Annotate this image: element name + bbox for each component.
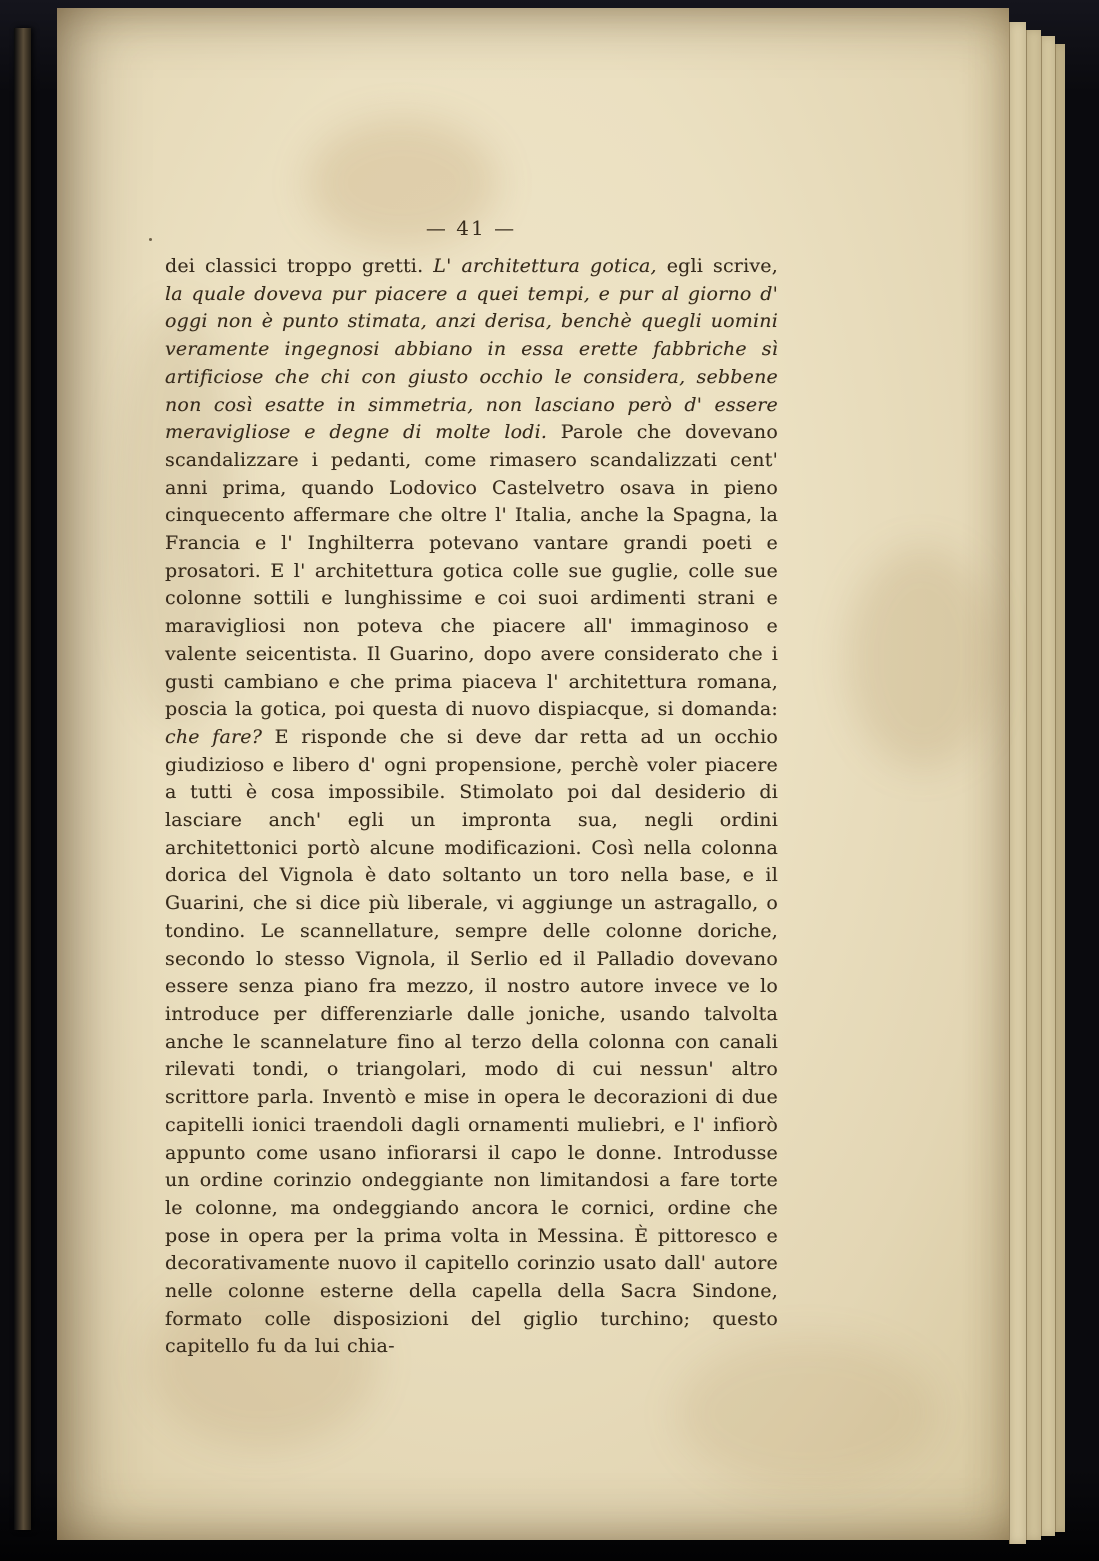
right-page-edge-strip: [1009, 22, 1026, 1544]
right-page-edge-strip: [1026, 30, 1041, 1540]
text-run-italic: L' architettura gotica,: [433, 255, 657, 277]
text-run-normal: Parole che dovevano scandalizzare i pedanti, come rimasero scandalizzati cent' anni prima, quando Lodovico Castelvetro osava in pieno cinquecento affermare che oltre l' Italia, anche la Spagna, la Francia e l' Inghilterra potevano vantare grandi poeti e prosatori. E l' architettura gotica colle sue guglie, colle sue colonne sottili e lunghissime e coi suoi ardimenti strani e maravigliosi non poteva che piacere all' immaginoso e valente seicentista. Il Guarino, dopo avere considerato che i gusti cambiano e che prima piaceva l' architettura romana, poscia la gotica, poi questa di nuovo dispiacque, si domanda:: [165, 421, 778, 721]
text-run-normal: E risponde che si deve dar retta ad un occhio giudizioso e libero d' ogni propensione, perchè voler piacere a tutti è cosa impossibile. Stimolato poi dal desiderio di lasciare anch' egli un impronta sua, negli ordini architettonici portò alcune modificazioni. Così nella colonna dorica del Vignola è dato soltanto un toro nella base, e il Guarini, che si dice più liberale, vi aggiunge un astragallo, o tondino. Le scannellature, sempre delle colonne doriche, secondo lo stesso Vignola, il Serlio ed il Palladio dovevano essere senza piano fra mezzo, il nostro autore invece ve lo introduce per differenziarle dalle joniche, usando talvolta anche le scannelature fino al terzo della colonna con canali rilevati tondi, o triangolari, modo di cui nessun' altro scrittore parla. Inventò e mise in opera le decorazioni di due capitelli ionici traendoli dagli ornamenti muliebri, e l' infiorò appunto come usano infiorarsi il capo le donne. Introdusse un ordine corinzio ondeggiante non limitandosi a fare torte le colonne, ma ondeggiando ancora le cornici, ordine che pose in opera per la prima volta in Messina. È pittoresco e decorativamente nuovo il capitello corinzio usato dall' autore nelle colonne esterne della capella della Sacra Sindone, formato colle disposizioni del giglio turchino; questo capitello fu da lui chia-: [165, 725, 778, 1358]
paper-stain: [847, 548, 997, 768]
text-run-normal: egli scrive,: [656, 255, 778, 277]
book-page: [57, 8, 1009, 1540]
page-number: — 41 —: [425, 216, 517, 240]
left-binding-page-edge: [14, 28, 31, 1530]
page-body-text: [165, 253, 778, 1361]
right-page-edge-strip: [1055, 44, 1065, 1532]
paper-speck: [149, 238, 152, 241]
text-run-italic: che fare?: [165, 725, 263, 748]
text-run-italic: la quale doveva pur piacere a quei tempi, e pur al giorno d' oggi non è punto stimata, anzi derisa, benchè quegli uomini veramente ingegnosi abbiano in essa erette fabbriche sì artificiose che chi con giusto occhio le considera, sebbene non così esatte in simmetria, non lasciano però d' essere meravigliose e degne di molte lodi.: [165, 282, 778, 444]
text-run-normal: dei classici troppo gretti.: [165, 255, 434, 277]
right-page-edge-strip: [1041, 36, 1055, 1536]
